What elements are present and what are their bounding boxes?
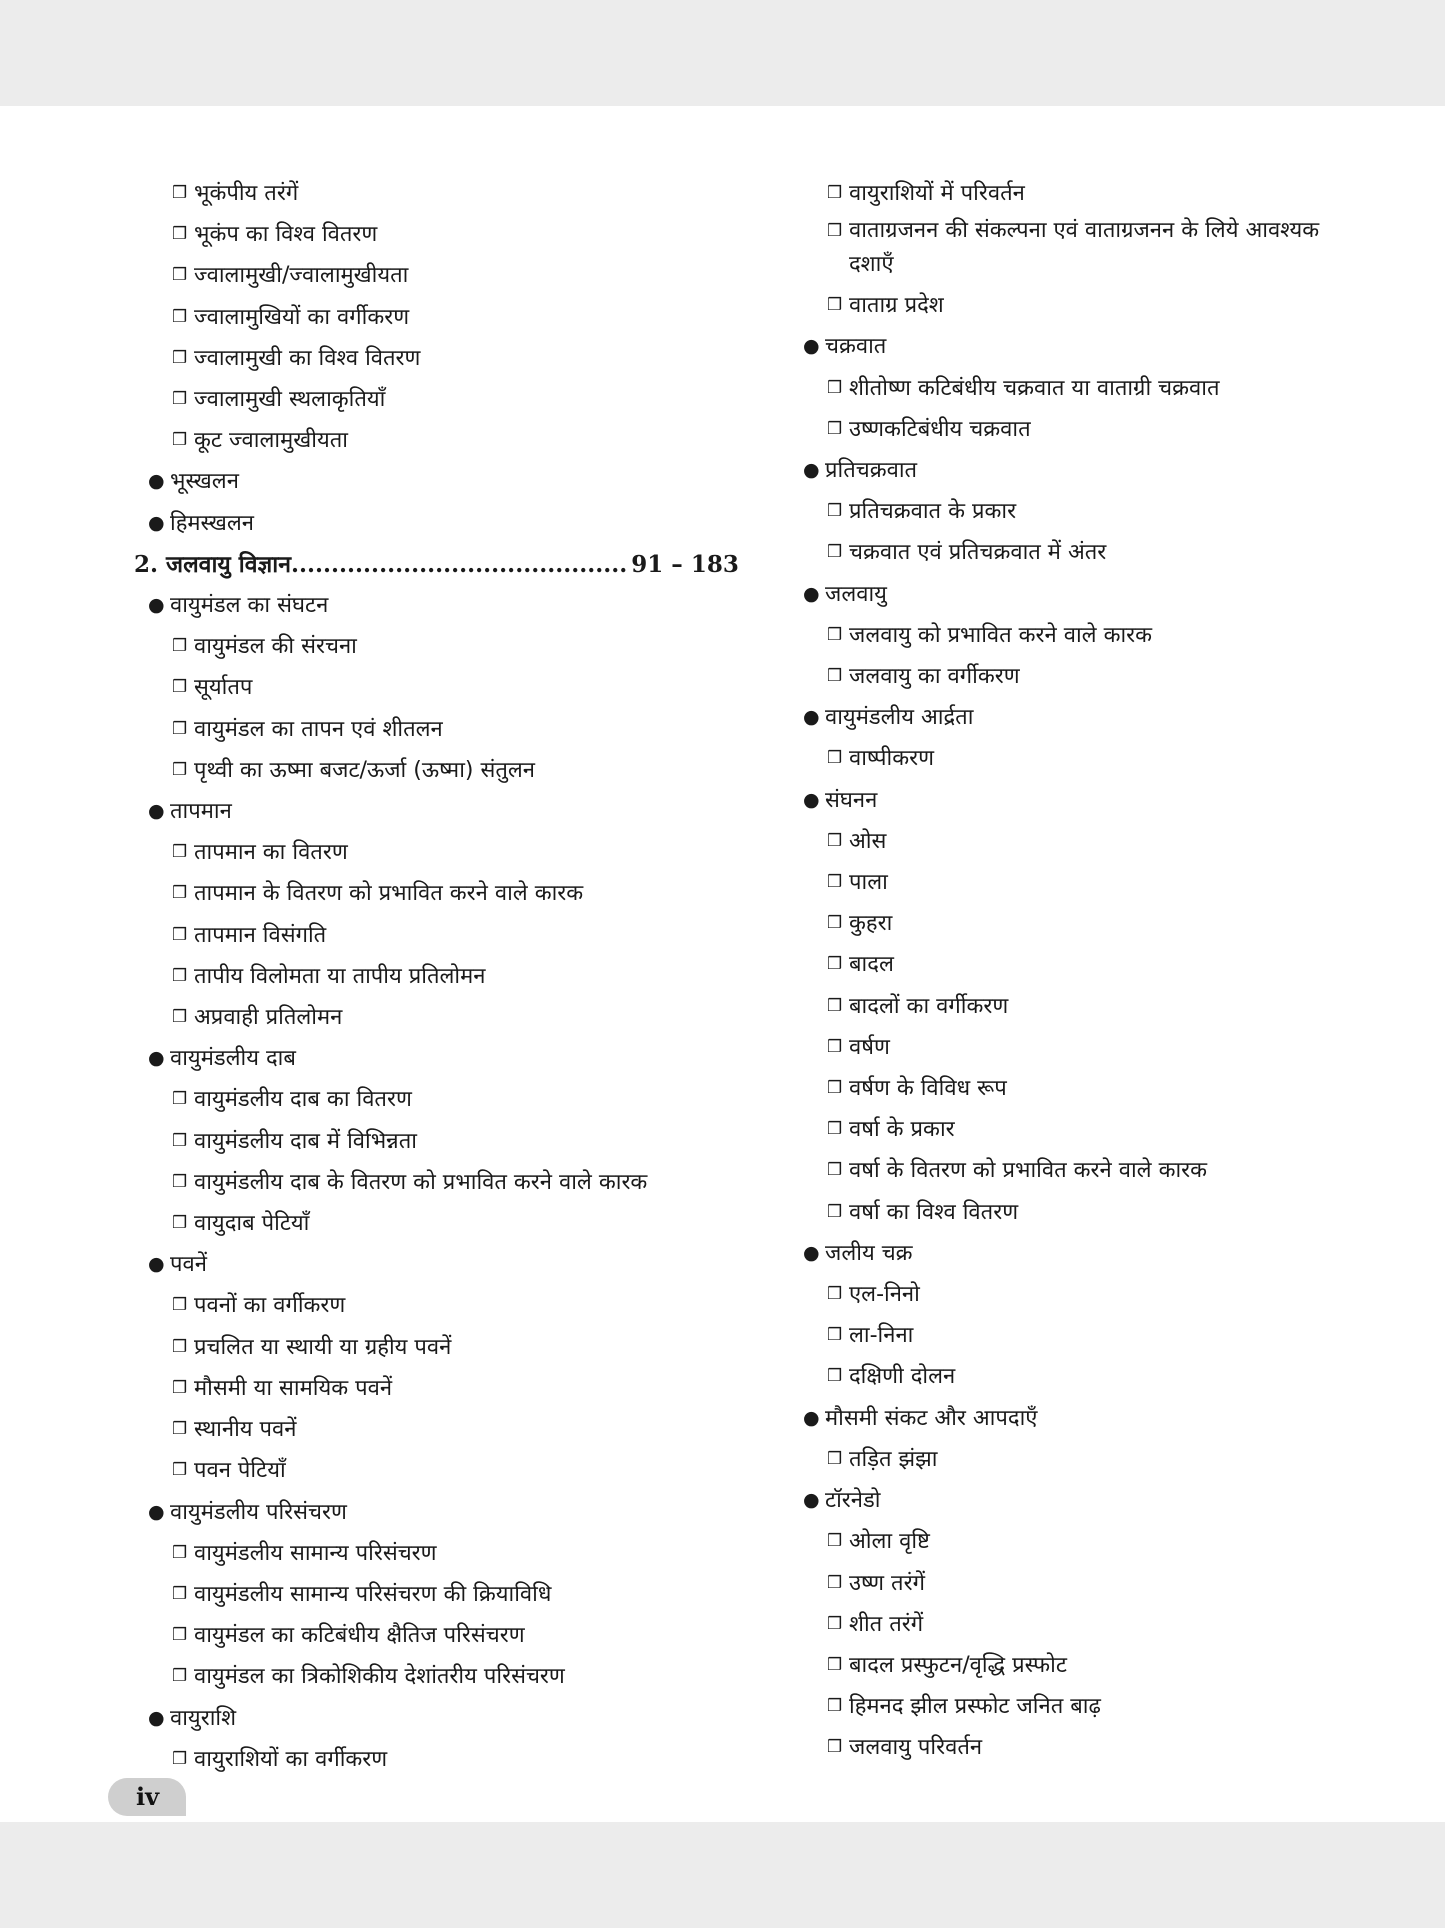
checkbox-square-icon: ❒ [827, 183, 843, 203]
toc-entry-text: प्रतिचक्रवात के प्रकार [849, 499, 1017, 525]
toc-entry-text: वायुमंडलीय दाब का वितरण [194, 1087, 412, 1113]
toc-entry-text: टॉरनेडो [825, 1488, 881, 1514]
toc-entry-text: प्रतिचक्रवात [825, 458, 918, 484]
checkbox-square-icon: ❒ [827, 666, 843, 687]
checkbox-square-icon: ❒ [172, 718, 188, 739]
toc-entry-text: वाताग्र प्रदेश [849, 293, 944, 319]
checkbox-square-icon: ❒ [172, 924, 188, 945]
toc-subtopic [134, 709, 734, 750]
toc-topic [793, 326, 1353, 367]
toc-entry-text: पाला [849, 870, 888, 896]
checkbox-square-icon: ❒ [172, 1213, 188, 1234]
checkbox-square-icon: ❒ [172, 389, 188, 410]
toc-entry-text: वायुमंडल का कटिबंधीय क्षैतिज परिसंचरण [194, 1623, 525, 1649]
checkbox-square-icon: ❒ [172, 636, 188, 657]
toc-subtopic [134, 1450, 734, 1491]
toc-entry-text: वायुमंडलीय दाब [170, 1046, 296, 1072]
toc-entry-text: जलवायु परिवर्तन [849, 1735, 983, 1761]
toc-entry-text: वायुमंडलीय सामान्य परिसंचरण [194, 1540, 437, 1566]
toc-entry-text: ला-निना [849, 1323, 914, 1349]
toc-entry-text: वर्षा का विश्व वितरण [849, 1199, 1019, 1225]
toc-subtopic [134, 915, 734, 956]
toc-subtopic [793, 1645, 1353, 1686]
toc-subtopic [134, 873, 734, 914]
toc-subtopic [793, 409, 1353, 450]
toc-entry-text: मौसमी संकट और आपदाएँ [825, 1405, 1038, 1431]
toc-entry-text: जलवायु का वर्गीकरण [849, 664, 1020, 690]
toc-topic [793, 780, 1353, 821]
bullet-icon: ● [148, 594, 165, 617]
toc-entry-text: तापमान के वितरण को प्रभावित करने वाले कारक [194, 881, 584, 907]
checkbox-square-icon: ❒ [827, 1036, 843, 1057]
toc-subtopic [134, 1533, 734, 1574]
toc-subtopic [134, 297, 734, 338]
toc-subtopic [793, 615, 1353, 656]
checkbox-square-icon: ❒ [827, 1696, 843, 1717]
toc-subtopic [793, 368, 1353, 409]
checkbox-square-icon: ❒ [827, 1078, 843, 1099]
toc-topic [134, 1244, 734, 1285]
toc-topic [134, 461, 734, 502]
toc-entry-text: तापीय विलोमता या तापीय प्रतिलोमन [194, 963, 486, 989]
toc-subtopic [134, 626, 734, 667]
toc-entry-text: वर्षा के प्रकार [849, 1117, 955, 1143]
toc-subtopic [793, 1439, 1353, 1480]
toc-entry-text: बादल [849, 952, 894, 978]
checkbox-square-icon: ❒ [827, 1201, 843, 1222]
toc-subtopic [134, 750, 734, 791]
checkbox-square-icon: ❒ [827, 830, 843, 851]
toc-entry-text: ज्वालामुखी/ज्वालामुखीयता [194, 263, 409, 289]
checkbox-square-icon: ❒ [172, 1171, 188, 1192]
checkbox-square-icon: ❒ [827, 295, 843, 316]
toc-entry-text: कुहरा [849, 911, 893, 937]
checkbox-square-icon: ❒ [172, 1542, 188, 1563]
toc-entry-text: कूट ज्वालामुखीयता [194, 428, 348, 454]
toc-entry-text: पवन पेटियाँ [194, 1458, 286, 1484]
checkbox-square-icon: ❒ [172, 183, 188, 203]
checkbox-square-icon: ❒ [827, 1325, 843, 1346]
bullet-icon: ● [803, 459, 820, 482]
toc-subtopic [134, 997, 734, 1038]
toc-topic [134, 585, 734, 626]
toc-subtopic [134, 1656, 734, 1697]
toc-entry-text: वायुमंडल का संघटन [170, 593, 329, 619]
page-number-tab [108, 1778, 186, 1816]
toc-topic [134, 1698, 734, 1739]
checkbox-square-icon: ❒ [827, 1119, 843, 1140]
section-page-range: 91 – 183 [631, 550, 739, 578]
bullet-icon: ● [148, 470, 165, 493]
toc-entry-text: वायुमंडल की संरचना [194, 634, 357, 660]
toc-topic [134, 791, 734, 832]
bullet-icon: ● [803, 1489, 820, 1512]
checkbox-square-icon: ❒ [827, 418, 843, 439]
toc-subtopic [134, 1121, 734, 1162]
toc-entry-text: वर्षण [849, 1034, 890, 1060]
checkbox-square-icon: ❒ [172, 1130, 188, 1151]
toc-entry-text: वायुराशियों में परिवर्तन [849, 181, 1025, 206]
toc-entry-text: ओला वृष्टि [849, 1529, 930, 1555]
bullet-icon: ● [803, 335, 820, 358]
toc-subtopic [793, 1150, 1353, 1191]
toc-subtopic [134, 1739, 734, 1780]
checkbox-square-icon: ❒ [172, 1625, 188, 1646]
bullet-icon: ● [148, 800, 165, 823]
toc-subtopic [793, 1109, 1353, 1150]
checkbox-square-icon: ❒ [827, 1284, 843, 1305]
toc-subtopic [793, 1604, 1353, 1645]
toc-subtopic [793, 1686, 1353, 1727]
toc-entry-text: ज्वालामुखी स्थलाकृतियाँ [194, 387, 386, 413]
checkbox-square-icon: ❒ [172, 759, 188, 780]
checkbox-square-icon: ❒ [172, 1748, 188, 1769]
bullet-icon: ● [803, 788, 820, 811]
dot-leader: .......................................... [290, 550, 628, 578]
checkbox-square-icon: ❒ [172, 1583, 188, 1604]
checkbox-square-icon: ❒ [827, 1613, 843, 1634]
toc-entry-text: स्थानीय पवनें [194, 1417, 297, 1443]
toc-subtopic [134, 1368, 734, 1409]
checkbox-square-icon: ❒ [172, 1460, 188, 1481]
checkbox-square-icon: ❒ [172, 1295, 188, 1316]
checkbox-square-icon: ❒ [827, 1160, 843, 1181]
toc-subtopic [134, 832, 734, 873]
bullet-icon: ● [803, 1406, 820, 1429]
toc-subtopic [793, 491, 1353, 532]
toc-entry-text: चक्रवात एवं प्रतिचक्रवात में अंतर [849, 540, 1107, 566]
toc-subtopic [793, 1274, 1353, 1315]
toc-subtopic [793, 1068, 1353, 1109]
toc-subtopic [793, 944, 1353, 985]
toc-subtopic [793, 1563, 1353, 1604]
bullet-icon: ● [148, 1047, 165, 1070]
toc-entry-text: एल-निनो [849, 1282, 920, 1308]
toc-entry-text: ज्वालामुखी का विश्व वितरण [194, 345, 421, 371]
toc-entry-text: ज्वालामुखियों का वर्गीकरण [194, 304, 410, 330]
checkbox-square-icon: ❒ [827, 748, 843, 769]
checkbox-square-icon: ❒ [172, 1377, 188, 1398]
page-number: iv [136, 1782, 160, 1811]
checkbox-square-icon: ❒ [172, 430, 188, 451]
toc-entry-text: वायुमंडलीय सामान्य परिसंचरण की क्रियाविधि [194, 1581, 552, 1607]
toc-subtopic [793, 173, 1353, 214]
toc-subtopic [134, 173, 734, 214]
toc-subtopic [134, 667, 734, 708]
checkbox-square-icon: ❒ [827, 542, 843, 563]
checkbox-square-icon: ❒ [172, 1336, 188, 1357]
toc-left-column [134, 173, 739, 1780]
toc-entry-text: उष्ण तरंगें [849, 1570, 925, 1596]
checkbox-square-icon: ❒ [827, 1572, 843, 1593]
toc-subtopic [134, 1079, 734, 1120]
toc-topic [793, 450, 1353, 491]
toc-subtopic [793, 903, 1353, 944]
toc-subtopic [793, 1315, 1353, 1356]
toc-subtopic [134, 338, 734, 379]
checkbox-square-icon: ❒ [172, 1089, 188, 1110]
toc-topic [793, 697, 1353, 738]
toc-entry-text: वायुमंडलीय दाब में विभिन्नता [194, 1128, 417, 1154]
toc-entry-text: वायुमंडलीय आर्द्रता [825, 705, 974, 731]
toc-subtopic [134, 1162, 734, 1203]
toc-subtopic [134, 1203, 734, 1244]
toc-entry-text: बादल प्रस्फुटन/वृद्धि प्रस्फोट [849, 1652, 1067, 1678]
toc-entry-text: ओस [849, 828, 887, 854]
checkbox-square-icon: ❒ [827, 913, 843, 934]
toc-section-heading [134, 544, 739, 585]
checkbox-square-icon: ❒ [172, 883, 188, 904]
toc-entry-text: पृथ्वी का ऊष्मा बजट/ऊर्जा (ऊष्मा) संतुलन [194, 757, 536, 783]
checkbox-square-icon: ❒ [827, 1531, 843, 1552]
toc-entry-text: हिमनद झील प्रस्फोट जनित बाढ़ [849, 1694, 1101, 1720]
toc-subtopic [134, 420, 734, 461]
toc-subtopic [793, 986, 1353, 1027]
document-page [0, 106, 1445, 1822]
toc-topic [134, 503, 734, 544]
checkbox-square-icon: ❒ [172, 347, 188, 368]
toc-entry-text: वाष्पीकरण [849, 746, 935, 772]
toc-subtopic [793, 1356, 1353, 1397]
toc-entry-text: मौसमी या सामयिक पवनें [194, 1375, 393, 1401]
toc-topic [793, 1233, 1353, 1274]
checkbox-square-icon: ❒ [827, 624, 843, 645]
toc-entry-text: तड़ित झंझा [849, 1446, 938, 1472]
section-title: जलवायु विज्ञान [166, 550, 291, 578]
bullet-icon: ● [148, 1253, 165, 1276]
checkbox-square-icon: ❒ [172, 677, 188, 698]
checkbox-square-icon: ❒ [827, 1654, 843, 1675]
checkbox-square-icon: ❒ [827, 1366, 843, 1387]
toc-entry-text: वाताग्रजनन की संकल्पना एवं वाताग्रजनन के लिये आवश्यक दशाएँ [849, 218, 1320, 278]
checkbox-square-icon: ❒ [827, 954, 843, 975]
toc-entry-text: सूर्यातप [194, 675, 253, 701]
toc-entry-text: जलीय चक्र [825, 1240, 913, 1266]
section-number: 2. [134, 550, 159, 578]
toc-entry-text: वर्षा के वितरण को प्रभावित करने वाले कारक [849, 1158, 1208, 1184]
toc-topic [793, 1480, 1353, 1521]
toc-entry-text: वायुदाब पेटियाँ [194, 1211, 310, 1237]
toc-entry-text: जलवायु [825, 581, 887, 607]
toc-entry-text: भूस्खलन [170, 469, 239, 495]
toc-subtopic [134, 1574, 734, 1615]
checkbox-square-icon: ❒ [827, 1737, 843, 1758]
toc-entry-text: वायुराशि [170, 1705, 237, 1731]
toc-entry-text: शीत तरंगें [849, 1611, 924, 1637]
toc-subtopic [134, 956, 734, 997]
toc-subtopic [793, 656, 1353, 697]
toc-entry-text: शीतोष्ण कटिबंधीय चक्रवात या वाताग्री चक्रवात [849, 375, 1220, 401]
toc-subtopic [793, 738, 1353, 779]
toc-entry-text: वायुराशियों का वर्गीकरण [194, 1746, 388, 1772]
toc-subtopic [134, 255, 734, 296]
toc-entry-text: जलवायु को प्रभावित करने वाले कारक [849, 622, 1153, 648]
toc-entry-text: पवनों का वर्गीकरण [194, 1293, 346, 1319]
toc-subtopic [134, 1285, 734, 1326]
checkbox-square-icon: ❒ [827, 377, 843, 398]
checkbox-square-icon: ❒ [172, 842, 188, 863]
toc-right-column [793, 173, 1353, 1769]
toc-entry-text: संघनन [825, 787, 878, 813]
toc-entry-text: वायुमंडलीय दाब के वितरण को प्रभावित करने वाले कारक [194, 1169, 648, 1195]
checkbox-square-icon: ❒ [172, 224, 188, 245]
checkbox-square-icon: ❒ [172, 1666, 188, 1687]
toc-topic [793, 574, 1353, 615]
checkbox-square-icon: ❒ [172, 1419, 188, 1440]
checkbox-square-icon: ❒ [827, 872, 843, 893]
toc-entry-text: तापमान [170, 799, 232, 825]
toc-subtopic [134, 1327, 734, 1368]
checkbox-square-icon: ❒ [172, 306, 188, 327]
toc-subtopic [793, 214, 1353, 285]
toc-entry-text: भूकंप का विश्व वितरण [194, 222, 378, 248]
toc-entry-text: पवनें [170, 1252, 207, 1278]
checkbox-square-icon: ❒ [172, 265, 188, 286]
toc-entry-text: हिमस्खलन [170, 510, 254, 536]
checkbox-square-icon: ❒ [827, 1448, 843, 1469]
toc-topic [134, 1492, 734, 1533]
toc-subtopic [134, 1409, 734, 1450]
toc-entry-text: वायुमंडल का तापन एवं शीतलन [194, 716, 443, 742]
checkbox-square-icon: ❒ [172, 1007, 188, 1028]
bullet-icon: ● [148, 511, 165, 534]
toc-subtopic [793, 821, 1353, 862]
toc-entry-text: चक्रवात [825, 334, 887, 360]
toc-entry-text: तापमान विसंगति [194, 922, 327, 948]
toc-subtopic [793, 1521, 1353, 1562]
bullet-icon: ● [803, 1241, 820, 1264]
toc-entry-text: प्रचलित या स्थायी या ग्रहीय पवनें [194, 1334, 452, 1360]
toc-entry-text: बादलों का वर्गीकरण [849, 993, 1009, 1019]
toc-entry-text: भूकंपीय तरंगें [194, 181, 299, 206]
toc-subtopic [793, 1192, 1353, 1233]
bullet-icon: ● [803, 706, 820, 729]
toc-subtopic [793, 532, 1353, 573]
toc-entry-text: दक्षिणी दोलन [849, 1364, 956, 1390]
toc-entry-text: वायुमंडल का त्रिकोशिकीय देशांतरीय परिसंचरण [194, 1664, 565, 1690]
bullet-icon: ● [148, 1706, 165, 1729]
checkbox-square-icon: ❒ [827, 221, 843, 242]
toc-subtopic [793, 285, 1353, 326]
bullet-icon: ● [148, 1500, 165, 1523]
toc-topic [793, 1398, 1353, 1439]
toc-entry-text: वायुमंडलीय परिसंचरण [170, 1499, 347, 1525]
toc-topic [134, 1038, 734, 1079]
checkbox-square-icon: ❒ [827, 501, 843, 522]
toc-entry-text: तापमान का वितरण [194, 840, 348, 866]
bullet-icon: ● [803, 582, 820, 605]
toc-subtopic [134, 1615, 734, 1656]
toc-subtopic [793, 862, 1353, 903]
toc-subtopic [793, 1027, 1353, 1068]
toc-entry-text: वर्षण के विविध रूप [849, 1076, 1007, 1102]
toc-subtopic [793, 1727, 1353, 1768]
toc-entry-text: अप्रवाही प्रतिलोमन [194, 1005, 343, 1031]
toc-subtopic [134, 214, 734, 255]
checkbox-square-icon: ❒ [172, 965, 188, 986]
toc-subtopic [134, 379, 734, 420]
checkbox-square-icon: ❒ [827, 995, 843, 1016]
toc-entry-text: उष्णकटिबंधीय चक्रवात [849, 416, 1031, 442]
